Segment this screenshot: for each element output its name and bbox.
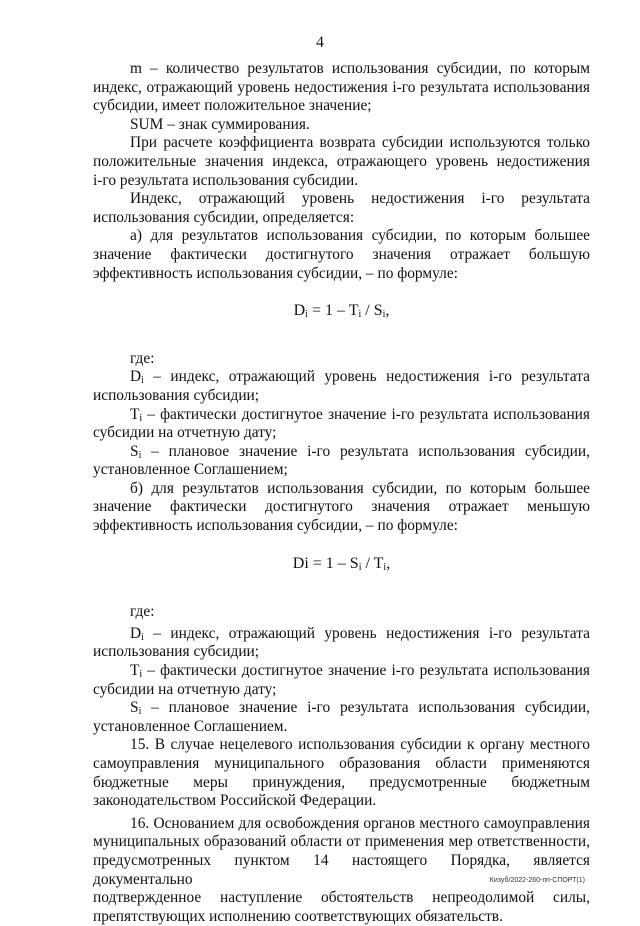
text-line: значение фактически достигнутого значения отражает меньшую xyxy=(93,498,590,516)
text-line: эффективность использования субсидии, – по формуле: xyxy=(93,517,458,535)
gde-label: где: xyxy=(130,603,155,621)
definition-line: $S_i$ – плановое значение i-го результата использования субсидии, xyxy=(130,442,590,461)
text-line: положительные значения индекса, отражающего уровень недостижения xyxy=(93,152,590,170)
text-line: субсидии на отчетную дату; xyxy=(93,424,277,442)
text-line: субсидии на отчетную дату; xyxy=(93,680,277,698)
document-body xyxy=(93,60,590,926)
text-line: При расчете коэффициента возврата субсидии используются только xyxy=(130,134,590,152)
text-line: 16. Основанием для освобождения органов местного самоуправления xyxy=(130,814,590,832)
text-line: i-го результата использования субсидии. xyxy=(93,171,359,189)
text-line: эффективность использования субсидии, – по формуле: xyxy=(93,264,458,282)
text-line: индекс, отражающий уровень недостижения i-го результата использования xyxy=(93,78,590,96)
text-line: бюджетные меры принуждения, предусмотренные бюджетным xyxy=(93,773,590,791)
text-line: б) для результатов использования субсидии, по которым большее xyxy=(130,479,590,497)
text-line: m – количество результатов использования субсидии, по которым xyxy=(130,60,590,77)
formula-2: $Di = 1 - S_i / T_i$, xyxy=(292,554,391,573)
text-line: предусмотренных пунктом 14 настоящего Порядка, является документально xyxy=(93,851,590,888)
text-line: SUM – знак суммирования. xyxy=(130,115,310,133)
text-line: подтвержденное наступление обстоятельств непреодолимой силы, xyxy=(93,889,590,907)
page-number: 4 xyxy=(316,34,324,51)
text-line: муниципальных образований области от применения мер ответственности, xyxy=(93,833,590,851)
text-line: установленное Соглашением. xyxy=(93,717,288,735)
gde-label: где: xyxy=(130,349,155,367)
text-line: а) для результатов использования субсидии, по которым большее xyxy=(130,227,590,245)
text-line: препятствующих исполнению соответствующих обязательств. xyxy=(93,907,503,925)
document-footer-code: Кизуб/2022-260-пп-СПОРТ(1) xyxy=(489,877,585,884)
definition-line: $D_i$ – индекс, отражающий уровень недостижения i-го результата xyxy=(130,624,590,643)
text-line: использования субсидии; xyxy=(93,643,260,661)
text-line: использования субсидии, определяется: xyxy=(93,208,355,226)
definition-line: $D_i$ – индекс, отражающий уровень недостижения i-го результата xyxy=(130,368,590,387)
text-line: Индекс, отражающий уровень недостижения i-го результата xyxy=(130,190,590,208)
definition-line: $T_i$ – фактически достигнутое значение i-го результата использования xyxy=(130,662,590,681)
definition-line: $S_i$ – плановое значение i-го результата использования субсидии, xyxy=(130,699,590,718)
formula-1: $D_i = 1 - T_i / S_i$, xyxy=(293,302,390,321)
text-line: установленное Соглашением; xyxy=(93,461,288,479)
definition-line: $T_i$ – фактически достигнутое значение i-го результата использования xyxy=(130,405,590,424)
text-line: самоуправления муниципального образования области применяются xyxy=(93,755,590,772)
text-line: использования субсидии; xyxy=(93,386,260,404)
text-line: значение фактически достигнутого значения отражает большую xyxy=(93,245,590,263)
text-line: субсидии, имеет положительное значение; xyxy=(93,97,372,115)
text-line: 15. В случае нецелевого использования субсидии к органу местного xyxy=(130,736,590,754)
text-line: законодательством Российской Федерации. xyxy=(93,792,377,810)
